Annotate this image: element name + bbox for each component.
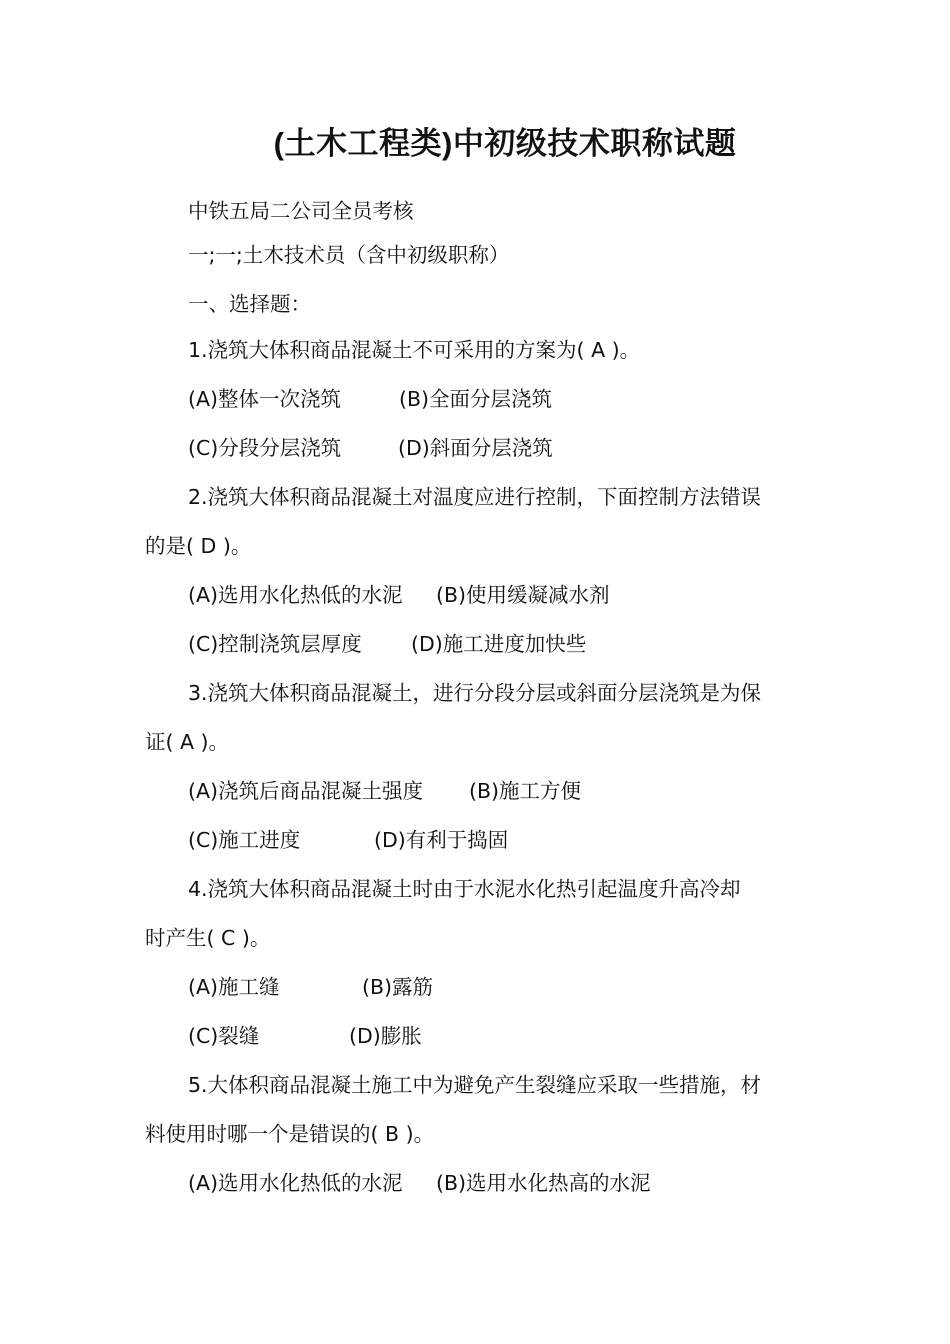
question-3-stem: 3.浇筑大体积商品混凝土，进行分段分层或斜面分层浇筑是为保 bbox=[188, 681, 762, 705]
document-title: (土木工程类)中初级技术职称试题 bbox=[273, 126, 737, 161]
question-2-option-a: (A)选用水化热低的水泥 bbox=[188, 583, 403, 607]
section-heading: 一;一;土木技术员（含中初级职称） bbox=[188, 243, 510, 267]
question-3-stem-continued: 证( A )。 bbox=[145, 730, 230, 754]
question-5-option-a: (A)选用水化热低的水泥 bbox=[188, 1171, 403, 1195]
question-3-option-c: (C)施工进度 bbox=[188, 828, 301, 852]
question-4-option-a: (A)施工缝 bbox=[188, 975, 280, 999]
question-3-option-d: (D)有利于捣固 bbox=[374, 828, 509, 852]
question-1-option-d: (D)斜面分层浇筑 bbox=[398, 436, 553, 460]
question-4-option-d: (D)膨胀 bbox=[349, 1024, 422, 1048]
question-2-option-b: (B)使用缓凝减水剂 bbox=[436, 583, 610, 607]
question-1-option-a: (A)整体一次浇筑 bbox=[188, 387, 342, 411]
question-5-stem-continued: 料使用时哪一个是错误的( B )。 bbox=[145, 1122, 435, 1146]
question-2-stem: 2.浇筑大体积商品混凝土对温度应进行控制，下面控制方法错误 bbox=[188, 485, 762, 509]
organization-line: 中铁五局二公司全员考核 bbox=[188, 199, 414, 223]
question-2-stem-continued: 的是( D )。 bbox=[145, 534, 252, 558]
question-2-option-d: (D)施工进度加快些 bbox=[411, 632, 587, 656]
question-5-option-b: (B)选用水化热高的水泥 bbox=[436, 1171, 651, 1195]
question-1-option-c: (C)分段分层浇筑 bbox=[188, 436, 342, 460]
question-3-option-a: (A)浇筑后商品混凝土强度 bbox=[188, 779, 424, 803]
question-5-stem: 5.大体积商品混凝土施工中为避免产生裂缝应采取一些措施，材 bbox=[188, 1073, 762, 1097]
question-1-stem: 1.浇筑大体积商品混凝土不可采用的方案为( A )。 bbox=[188, 338, 641, 362]
question-3-option-b: (B)施工方便 bbox=[469, 779, 582, 803]
question-2-option-c: (C)控制浇筑层厚度 bbox=[188, 632, 362, 656]
question-4-stem: 4.浇筑大体积商品混凝土时由于水泥水化热引起温度升高冷却 bbox=[188, 877, 741, 901]
question-1-option-b: (B)全面分层浇筑 bbox=[399, 387, 553, 411]
question-4-option-b: (B)露筋 bbox=[362, 975, 434, 999]
part-heading: 一、选择题： bbox=[188, 292, 311, 316]
question-4-stem-continued: 时产生( C )。 bbox=[145, 926, 271, 950]
question-4-option-c: (C)裂缝 bbox=[188, 1024, 260, 1048]
